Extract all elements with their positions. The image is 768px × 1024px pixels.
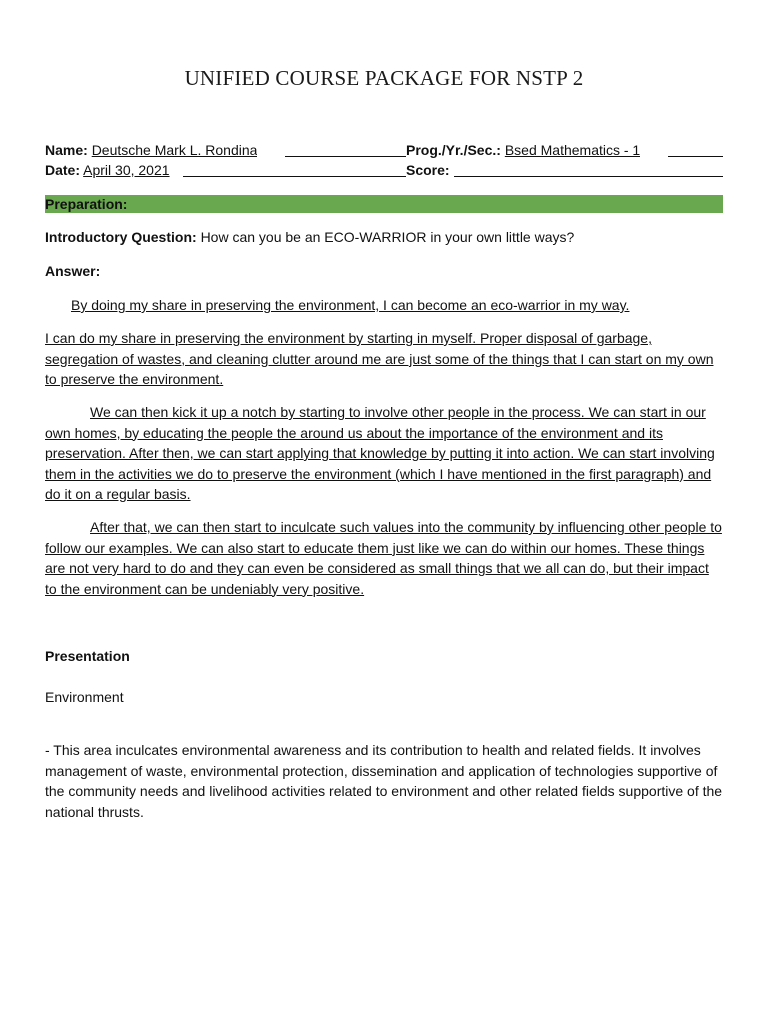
answer-paragraph-2: We can then kick it up a notch by starting to involve other people in the process. We can start in our own homes, by educating the people the around us about the importance of the environment and its preservation. After then, we can start applying that knowledge by putting it into action. We can start involving them in the activities we do to preserve the environment (which I have mentioned in the first paragraph) and do it on a regular basis. xyxy=(45,404,715,502)
preparation-heading-bar xyxy=(45,195,723,213)
info-row-date xyxy=(45,161,723,179)
date-underline xyxy=(183,176,406,177)
answer-label: Answer: xyxy=(45,263,101,279)
info-row-name xyxy=(45,141,723,159)
prog-underline xyxy=(668,156,723,157)
presentation-topic: Environment xyxy=(45,689,124,705)
presentation-heading: Presentation xyxy=(45,648,130,664)
answer-paragraph-3: After that, we can then start to inculcate such values into the community by influencing other people to follow our examples. We can also start to educate them just like we can do within our homes. These things are not very hard to do and they can even be considered as small things that we all can do, but their impact to the environment can be undeniably very positive. xyxy=(45,519,722,597)
introductory-question xyxy=(45,228,723,246)
preparation-heading: Preparation: xyxy=(45,196,128,212)
question-text: How can you be an ECO-WARRIOR in your own little ways? xyxy=(200,229,575,245)
date-value: April 30, 2021 xyxy=(83,162,170,178)
score-label: Score: xyxy=(406,162,450,178)
prog-label: Prog./Yr./Sec.: xyxy=(406,142,501,158)
answer-intro: By doing my share in preserving the environment, I can become an eco-warrior in my way. xyxy=(71,297,630,313)
question-label: Introductory Question: xyxy=(45,229,197,245)
presentation-description: - This area inculcates environmental awareness and its contribution to health and related fields. It involves management of waste, environmental protection, dissemination and application of technologies supportive of the community needs and livelihood activities related to environment and other related fields supportive of the national thrusts. xyxy=(45,742,723,820)
document-title: UNIFIED COURSE PACKAGE FOR NSTP 2 xyxy=(184,66,584,90)
answer-paragraph-1: I can do my share in preserving the environment by starting in myself. Proper disposal of garbage, segregation of wastes, and cleaning clutter around me are just some of the things that I can start on my own to preserve the environment. xyxy=(45,330,714,387)
score-underline xyxy=(454,176,723,177)
prog-value: Bsed Mathematics - 1 xyxy=(504,142,641,158)
date-label: Date: xyxy=(45,162,81,178)
name-underline xyxy=(285,156,406,157)
name-label: Name: xyxy=(45,142,88,158)
name-value: Deutsche Mark L. Rondina xyxy=(91,142,258,158)
